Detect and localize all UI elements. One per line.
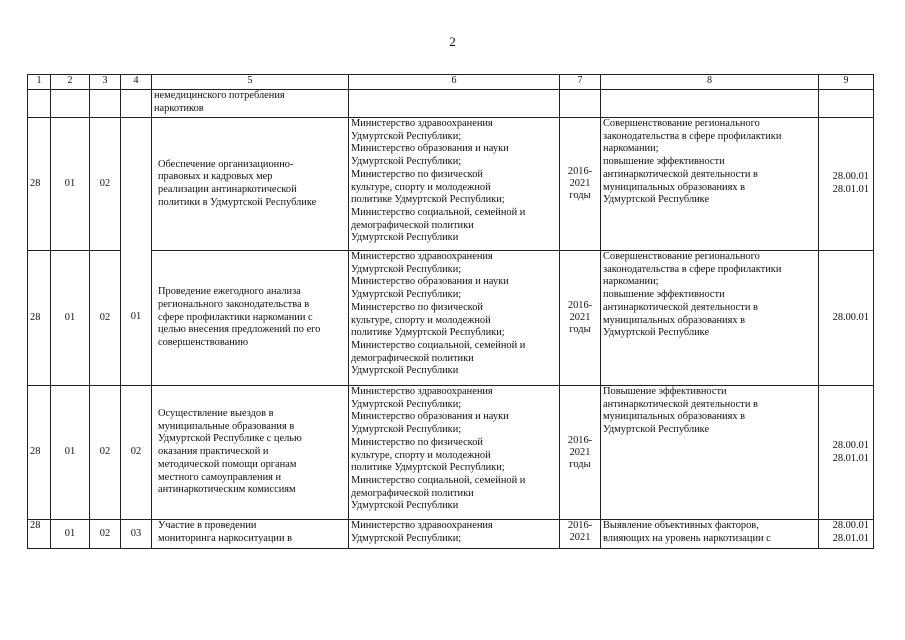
text-line: Удмуртской Республике с целью [158, 433, 302, 445]
text-line: местного самоуправления и [158, 471, 282, 483]
table-cell [601, 90, 819, 118]
measure-name-cell [152, 520, 349, 549]
text-line: Удмуртской Республике [603, 424, 710, 436]
text-line: Удмуртской Республики [351, 365, 459, 377]
header-row [28, 75, 874, 90]
text-line: законодательства в сфере профилактики [603, 130, 782, 142]
text-line: Министерство здравоохранения [351, 386, 493, 397]
measure-name-cell [152, 386, 349, 520]
text-line: Удмуртской Республики; [351, 263, 462, 275]
text-line: Удмуртской Республики; [351, 424, 462, 436]
code-cell: 28 [28, 520, 51, 549]
table-cell [121, 90, 152, 118]
code-cell: 02 [90, 520, 121, 549]
text-line: Министерство по физической [351, 168, 483, 180]
text-line: демографической политики [351, 352, 474, 364]
text-line: 2016- [567, 434, 593, 446]
code-cell: 01 [51, 386, 90, 520]
text-line: Удмуртской Республики; [351, 130, 462, 142]
text-line: Удмуртской Республике [603, 327, 710, 339]
table-cell [349, 90, 560, 118]
code-cell: 01 [51, 251, 90, 386]
text-line: законодательства в сфере профилактики [603, 263, 782, 275]
code-cell: 28 [28, 118, 51, 251]
text-line: Министерство образования и науки [351, 143, 509, 155]
table-row [28, 386, 874, 520]
text-line: Удмуртской Республики; [351, 289, 462, 301]
text-line: демографической политики [351, 487, 474, 499]
text-line: годы [569, 190, 591, 201]
text-line: Министерство образования и науки [351, 276, 509, 288]
text-line: муниципальные образования в [158, 420, 295, 432]
expected-result-cell [601, 386, 819, 520]
text-line: 2021 [569, 532, 591, 543]
text-line: культуре, спорту и молодежной [351, 314, 491, 326]
header-cell: 6 [349, 75, 560, 90]
text-line: регионального законодательства в [158, 298, 310, 310]
text-line: 28.00.01 [832, 439, 869, 451]
text-line: годы [569, 324, 591, 335]
measure-name-cell [152, 90, 349, 118]
table-row [28, 251, 874, 386]
code-cell: 28 [28, 251, 51, 386]
responsible-cell [349, 251, 560, 386]
code-cell: 02 [121, 386, 152, 520]
code-cell: 02 [90, 118, 121, 251]
period-cell [560, 520, 601, 549]
period-cell [560, 386, 601, 520]
text-line: повышение эффективности [603, 289, 725, 301]
indicator-codes-cell [819, 520, 874, 549]
period-cell [560, 251, 601, 386]
text-line: политики в Удмуртской Республике [158, 196, 317, 208]
text-line: сфере профилактики наркомании с [158, 311, 313, 323]
text-line: антинаркотическим комиссиям [158, 484, 296, 496]
table-cell [28, 90, 51, 118]
text-line: Удмуртской Республики; [351, 156, 462, 168]
measure-name-cell [152, 118, 349, 251]
text-line: наркомании; [603, 276, 659, 288]
text-line: Министерство образования и науки [351, 411, 509, 423]
indicator-codes-cell [819, 386, 874, 520]
text-line: антинаркотической деятельности в [603, 398, 758, 410]
indicator-codes-cell [819, 251, 874, 386]
code-cell: 28 [28, 386, 51, 520]
text-line: 2016- [567, 300, 593, 311]
text-line: немедицинского потребления [154, 90, 285, 101]
header-cell: 1 [28, 75, 51, 90]
text-line: Министерство социальной, семейной и [351, 474, 526, 486]
table-row [28, 520, 874, 549]
text-line: Удмуртской Республики; [351, 398, 462, 410]
text-line: антинаркотической деятельности в [603, 168, 758, 180]
text-line: культуре, спорту и молодежной [351, 449, 491, 461]
text-line: Повышение эффективности [603, 386, 727, 397]
text-line: Проведение ежегодного анализа [158, 286, 301, 298]
text-line: Совершенствование регионального [603, 118, 760, 129]
code-cell: 02 [90, 386, 121, 520]
text-line: муниципальных образованиях в [603, 314, 746, 326]
text-line: годы [569, 458, 591, 470]
text-line: повышение эффективности [603, 156, 725, 168]
text-line: Удмуртской Республики [351, 500, 459, 512]
text-line: Министерство здравоохранения [351, 118, 493, 129]
text-line: политике Удмуртской Республики; [351, 194, 505, 206]
text-line: Министерство по физической [351, 436, 483, 448]
code-cell [121, 118, 152, 251]
header-cell: 4 [121, 75, 152, 90]
text-line: муниципальных образованиях в [603, 181, 746, 193]
table-row [28, 118, 874, 251]
table-cell [90, 90, 121, 118]
text-line: методической помощи органам [158, 458, 297, 470]
text-line: Осуществление выездов в [158, 408, 274, 420]
responsible-cell [349, 386, 560, 520]
text-line: антинаркотической деятельности в [603, 301, 758, 313]
text-line: 2021 [569, 446, 591, 458]
expected-result-cell [601, 118, 819, 251]
code-cell: 01 [51, 520, 90, 549]
text-line: 2021 [569, 312, 591, 323]
period-cell [560, 118, 601, 251]
header-cell: 2 [51, 75, 90, 90]
expected-result-cell [601, 251, 819, 386]
text-line: наркомании; [603, 143, 659, 155]
text-line: Министерство здравоохранения [351, 251, 493, 262]
text-line: 28.00.01 [832, 171, 869, 183]
text-line: Удмуртской Республики [351, 232, 459, 244]
header-cell: 5 [152, 75, 349, 90]
text-line: 2016- [567, 520, 593, 531]
text-line: политике Удмуртской Республики; [351, 462, 505, 474]
code-cell: 02 [90, 251, 121, 386]
text-line: политике Удмуртской Республики; [351, 327, 505, 339]
text-line: Удмуртской Республике [603, 194, 710, 206]
expected-result-cell [601, 520, 819, 549]
responsible-cell [349, 118, 560, 251]
header-cell: 8 [601, 75, 819, 90]
text-line: Министерство здравоохранения [351, 520, 493, 531]
continuation-row [28, 90, 874, 118]
text-line: совершенствованию [158, 337, 249, 349]
text-line: 28.01.01 [832, 184, 869, 195]
text-line: реализации антинаркотической [158, 184, 297, 195]
table-cell [51, 90, 90, 118]
text-line: 28.00.01 [832, 520, 869, 531]
measures-table [27, 74, 874, 549]
text-line: мониторинга наркоситуации в [158, 532, 293, 544]
measure-name-cell [152, 251, 349, 386]
header-cell: 3 [90, 75, 121, 90]
text-line: Совершенствование регионального [603, 251, 760, 262]
text-line: 28.00.01 [832, 311, 869, 323]
text-line: правовых и кадровых мер [158, 171, 273, 183]
header-cell: 9 [819, 75, 874, 90]
text-line: 2021 [569, 178, 591, 189]
text-line: демографической политики [351, 219, 474, 231]
text-line: Министерство социальной, семейной и [351, 206, 526, 218]
text-line: оказания практической и [158, 446, 269, 458]
responsible-cell [349, 520, 560, 549]
text-line: 28.01.01 [832, 532, 869, 544]
text-line: 28.01.01 [832, 452, 869, 464]
text-line: 2016- [567, 166, 593, 177]
header-cell: 7 [560, 75, 601, 90]
text-line: Министерство социальной, семейной и [351, 339, 526, 351]
page-number: 2 [449, 34, 456, 49]
text-line: целью внесения предложений по его [158, 324, 321, 336]
table-cell [560, 90, 601, 118]
text-line: Министерство по физической [351, 301, 483, 313]
text-line: Удмуртской Республики; [351, 532, 462, 544]
text-line: влияющих на уровень наркотизации с [603, 532, 771, 544]
text-line: Обеспечение организационно- [158, 158, 294, 170]
table-cell [819, 90, 874, 118]
code-cell: 01 [121, 251, 152, 386]
text-line: Выявление объективных факторов, [603, 520, 759, 531]
indicator-codes-cell [819, 118, 874, 251]
code-cell: 03 [121, 520, 152, 549]
text-line: культуре, спорту и молодежной [351, 181, 491, 193]
text-line: муниципальных образованиях в [603, 411, 746, 423]
text-line: Участие в проведении [158, 520, 257, 531]
text-line: наркотиков [154, 102, 204, 114]
code-cell: 01 [51, 118, 90, 251]
